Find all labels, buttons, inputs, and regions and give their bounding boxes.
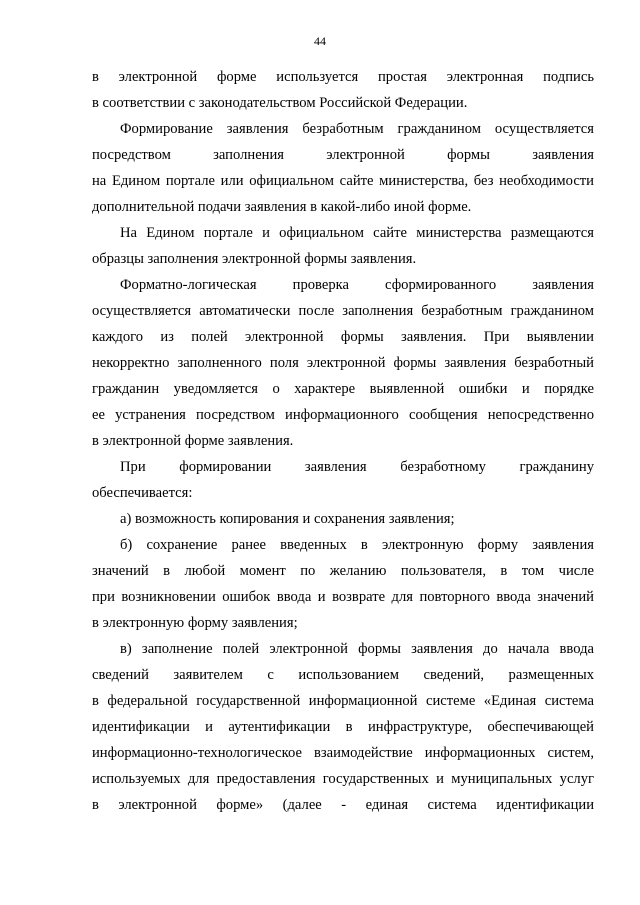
text-line: гражданин уведомляется о характере выявленной ошибки и порядке xyxy=(92,381,594,397)
text-line: При формировании заявления безработному гражданину xyxy=(120,459,594,475)
text-line: информационно-технологическое взаимодействие информационных систем, xyxy=(92,745,594,761)
page-number: 44 xyxy=(314,34,326,48)
text-line: а) возможность копирования и сохранения заявления; xyxy=(120,511,455,527)
text-line: Формирование заявления безработным гражданином осуществляется xyxy=(120,121,594,137)
text-line: в электронной форме заявления. xyxy=(92,433,294,449)
text-line: в электронной форме» (далее - единая система идентификации xyxy=(92,797,594,813)
text-line: образцы заполнения электронной формы заявления. xyxy=(92,251,417,267)
text-line: используемых для предоставления государственных и муниципальных услуг xyxy=(92,771,594,787)
text-line: в соответствии с законодательством Российской Федерации. xyxy=(92,95,468,111)
text-line: при возникновении ошибок ввода и возврате для повторного ввода значений xyxy=(92,589,594,605)
text-line: ее устранения посредством информационного сообщения непосредственно xyxy=(92,407,594,423)
text-line: каждого из полей электронной формы заявления. При выявлении xyxy=(92,329,594,345)
text-line: На Едином портале и официальном сайте министерства размещаются xyxy=(120,225,594,241)
text-line: Форматно-логическая проверка сформированного заявления xyxy=(120,277,594,293)
text-line: идентификации и аутентификации в инфраструктуре, обеспечивающей xyxy=(92,719,594,735)
text-line: в федеральной государственной информационной системе «Единая система xyxy=(92,693,594,709)
text-line: дополнительной подачи заявления в какой-либо иной форме. xyxy=(92,199,472,215)
text-line: в электронной форме используется простая электронная подпись xyxy=(92,69,594,85)
text-line: осуществляется автоматически после заполнения безработным гражданином xyxy=(92,303,594,319)
text-line: сведений заявителем с использованием сведений, размещенных xyxy=(92,667,594,683)
text-line: в) заполнение полей электронной формы заявления до начала ввода xyxy=(120,641,594,657)
text-line: в электронную форму заявления; xyxy=(92,615,298,631)
text-line: значений в любой момент по желанию пользователя, в том числе xyxy=(92,563,594,579)
text-line: б) сохранение ранее введенных в электронную форму заявления xyxy=(120,537,594,553)
text-line: на Едином портале или официальном сайте министерства, без необходимости xyxy=(92,173,594,189)
text-line: посредством заполнения электронной формы заявления xyxy=(92,147,594,163)
text-line: обеспечивается: xyxy=(92,485,193,501)
text-line: некорректно заполненного поля электронной формы заявления безработный xyxy=(92,355,594,371)
